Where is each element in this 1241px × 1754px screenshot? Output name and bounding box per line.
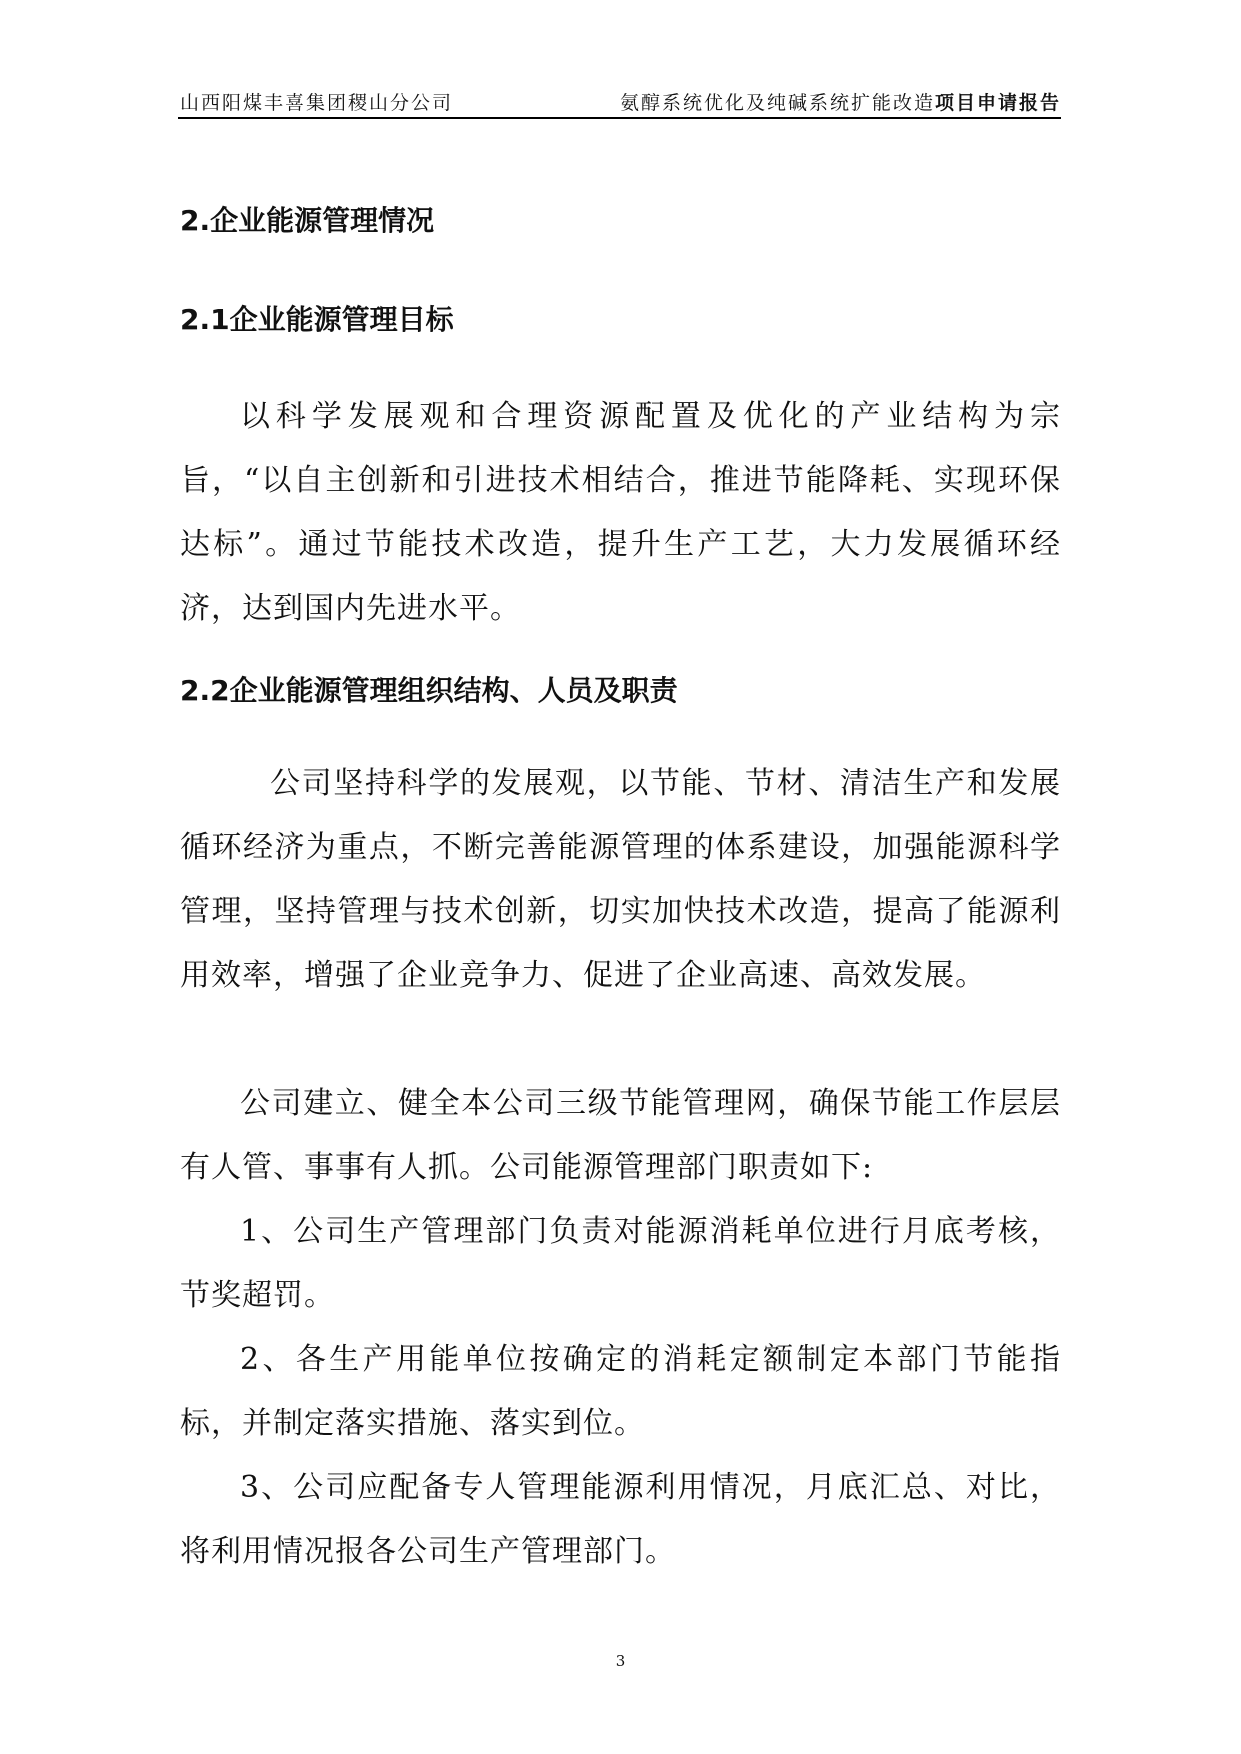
header-report-title-prefix: 氨醇系统优化及纯碱系统扩能改造: [619, 92, 935, 114]
paragraph-management-network: 公司建立、健全本公司三级节能管理网，确保节能工作层层有人管、事事有人抓。公司能源管理部门职责如下:: [180, 1086, 1061, 1185]
header-report-title-suffix: 项目申请报告: [934, 92, 1061, 114]
section-heading-2-2: 2.2企业能源管理组织结构、人员及职责: [180, 674, 678, 707]
header-company: 山西阳煤丰喜集团稷山分公司: [180, 92, 454, 114]
list-item-3: 3、公司应配备专人管理能源利用情况，月底汇总、对比，将利用情况报各公司生产管理部门。: [180, 1470, 1061, 1569]
header-rule: [178, 117, 1061, 119]
section-heading-2: 2.企业能源管理情况: [180, 204, 435, 237]
list-item-1: 1、公司生产管理部门负责对能源消耗单位进行月底考核，节奖超罚。: [180, 1214, 1061, 1313]
header-report-title: [620, 88, 1061, 115]
page-number: 3: [615, 1652, 626, 1670]
list-item-2: 2、各生产用能单位按确定的消耗定额制定本部门节能指标，并制定落实措施、落实到位。: [180, 1342, 1061, 1441]
paragraph-energy-management: 公司坚持科学的发展观，以节能、节材、清洁生产和发展循环经济为重点，不断完善能源管理的体系建设，加强能源科学管理，坚持管理与技术创新，切实加快技术改造，提高了能源利用效率，增强了企业竞争力、促进了企业高速、高效发展。: [180, 766, 1061, 993]
paragraph-energy-goal: 以科学发展观和合理资源配置及优化的产业结构为宗旨，“以自主创新和引进技术相结合，推进节能降耗、实现环保达标”。通过节能技术改造，提升生产工艺，大力发展循环经济，达到国内先进水平。: [180, 399, 1061, 626]
section-heading-2-1: 2.1企业能源管理目标: [180, 303, 454, 336]
